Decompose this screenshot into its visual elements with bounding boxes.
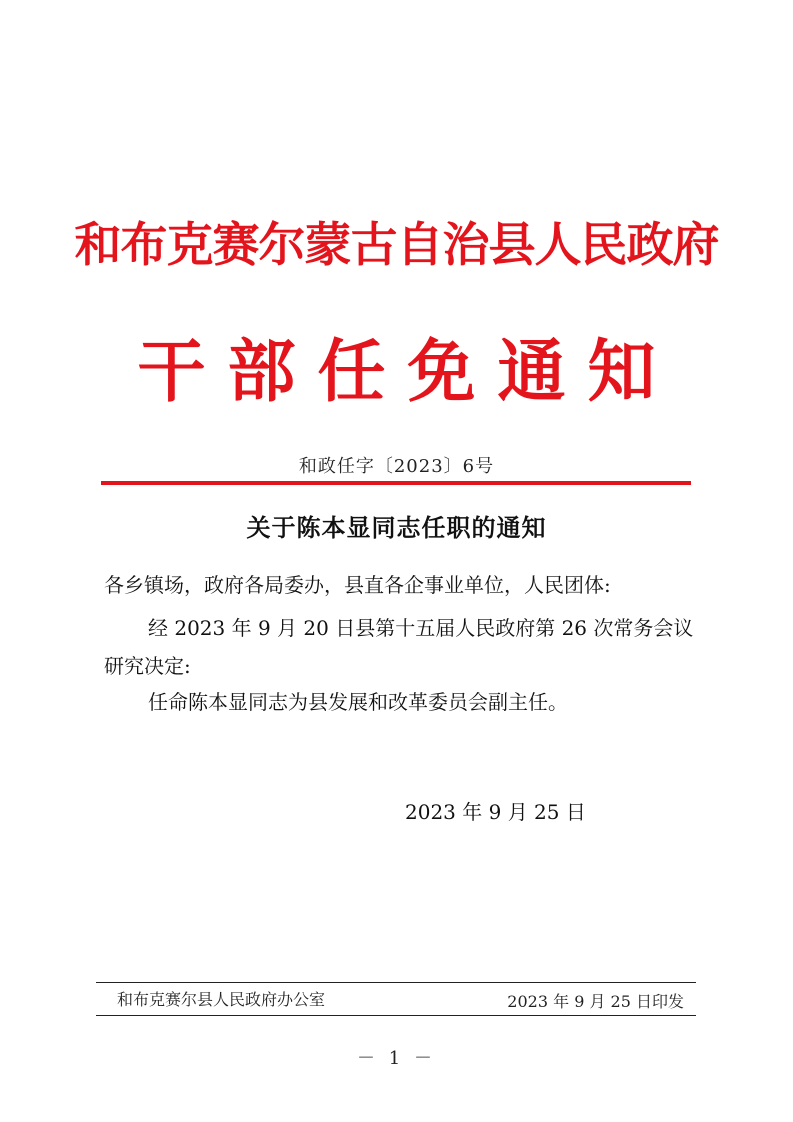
document-type-title: 干部任免通知	[137, 332, 678, 412]
footer-top-rule	[96, 982, 696, 983]
issuing-organization-header: 和布克赛尔蒙古自治县人民政府	[74, 218, 719, 273]
decision-paragraph: 经 2023 年 9 月 20 日县第十五届人民政府第 26 次常务会议研究决定:	[104, 616, 694, 678]
page-number: － 1 －	[357, 1048, 436, 1069]
signing-date: 2023 年 9 月 25 日	[405, 800, 586, 824]
footer-issue-date: 2023 年 9 月 25 日印发	[507, 992, 684, 1011]
document-number: 和政任字〔2023〕6号	[298, 456, 495, 477]
notice-title: 关于陈本显同志任职的通知	[246, 513, 547, 542]
red-separator-line	[101, 481, 691, 485]
appointment-paragraph: 任命陈本显同志为县发展和改革委员会副主任。	[148, 690, 568, 714]
recipients-line: 各乡镇场，政府各局委办，县直各企事业单位，人民团体:	[104, 573, 611, 597]
footer-issuer: 和布克赛尔县人民政府办公室	[117, 990, 326, 1009]
footer-bottom-rule	[96, 1015, 696, 1016]
